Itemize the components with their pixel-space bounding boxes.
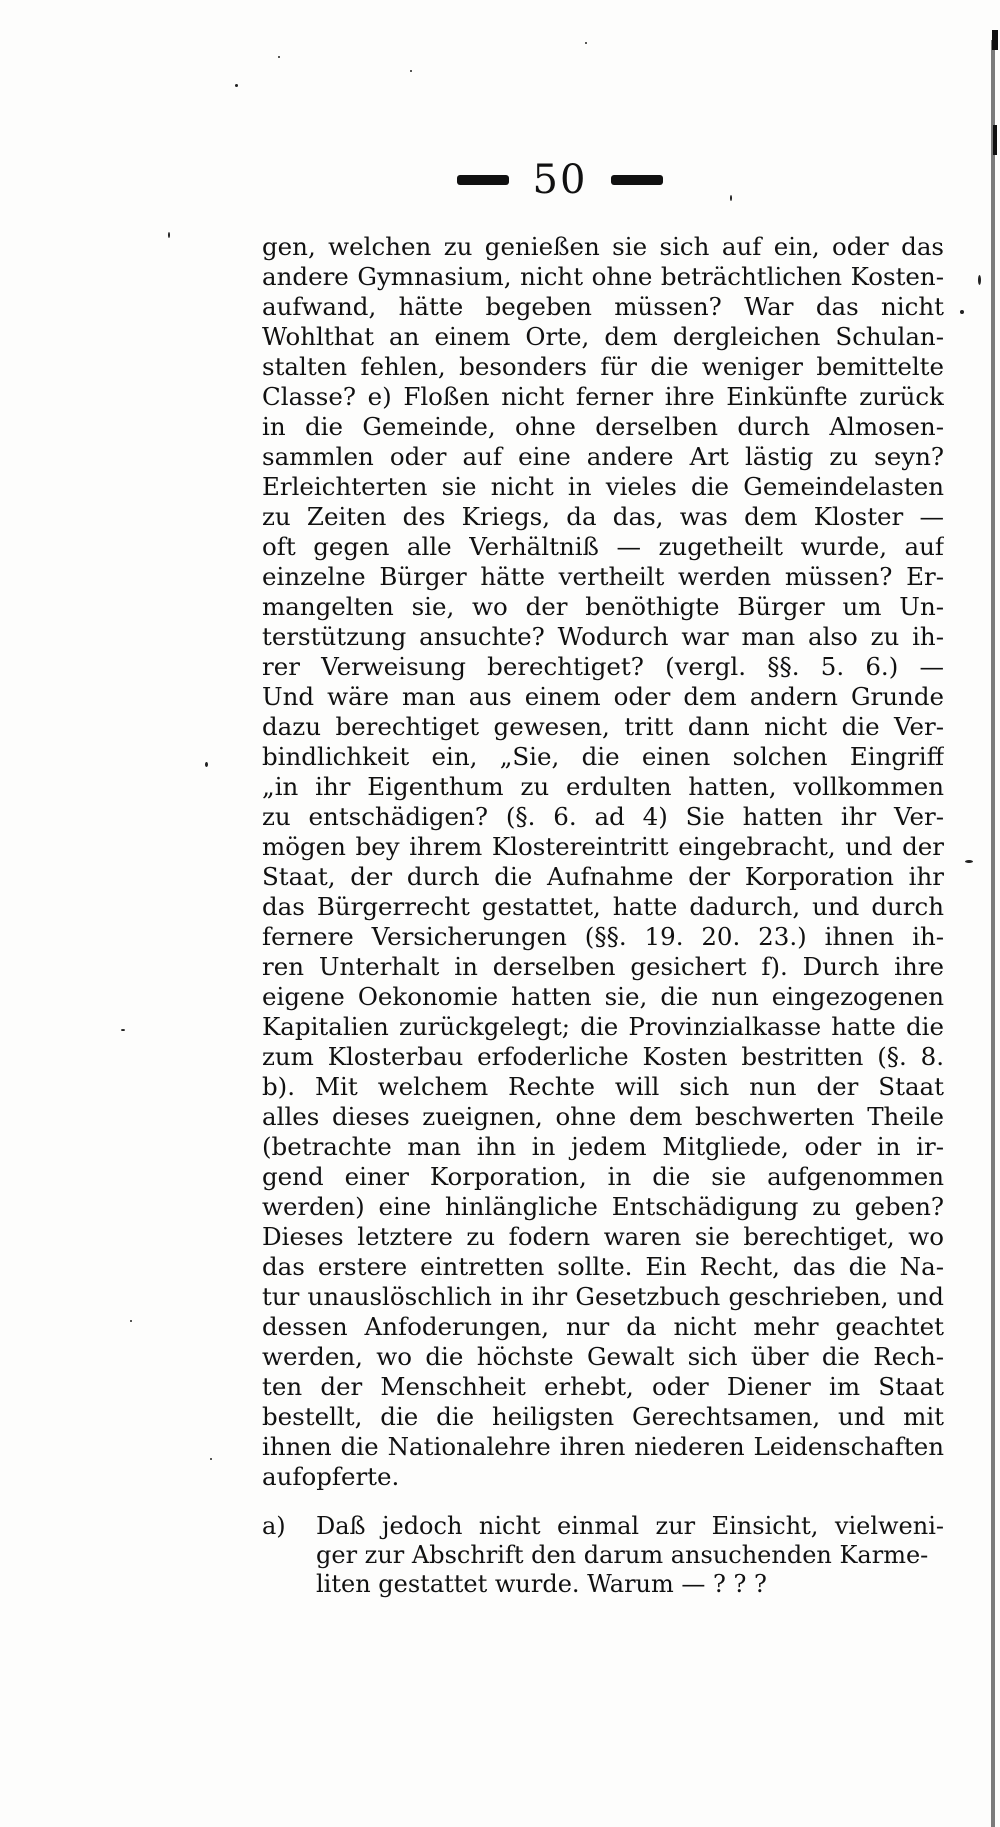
page-number: 50: [532, 157, 588, 203]
text-line: ren Unterhalt in derselben gesichert f). Durch ihre: [262, 952, 944, 981]
text-line: gen, welchen zu genießen sie sich auf ein, oder das: [262, 232, 944, 261]
text-line: andere Gymnasium, nicht ohne beträchtlichen Kosten-: [262, 262, 944, 291]
scan-speck: [168, 232, 170, 238]
text-line: gend einer Korporation, in die sie aufgenommen: [262, 1162, 944, 1191]
text-line: dessen Anfoderungen, nur da nicht mehr geachtet: [262, 1312, 944, 1341]
scan-speck: [978, 275, 981, 285]
text-line: dazu berechtiget gewesen, tritt dann nicht die Ver-: [262, 712, 944, 741]
text-line: das Bürgerrecht gestattet, hatte dadurch, und durch: [262, 892, 944, 921]
footnote-line: [262, 1512, 944, 1541]
scan-speck: [410, 70, 412, 72]
footnote-line: liten gestattet wurde. Warum — ? ? ?: [316, 1570, 767, 1598]
page-header: [440, 157, 680, 203]
page-edge-mark: [992, 30, 998, 50]
text-line: Kapitalien zurückgelegt; die Provinzialkasse hatte die: [262, 1012, 944, 1041]
scan-speck: [121, 1029, 125, 1031]
footnote-line: ger zur Abschrift den darum ansuchenden Karme-: [316, 1541, 929, 1569]
text-line: zu entschädigen? (§. 6. ad 4) Sie hatten ihr Ver-: [262, 802, 944, 831]
header-rule-right: [611, 175, 663, 185]
text-line: mögen bey ihrem Klostereintritt eingebracht, und der: [262, 832, 944, 861]
scan-speck: [960, 310, 964, 314]
text-line: tur unauslöschlich in ihr Gesetzbuch geschrieben, und: [262, 1282, 944, 1311]
text-line: sammlen oder auf eine andere Art lästig zu seyn?: [262, 442, 944, 471]
text-line: aufwand, hätte begeben müssen? War das nicht: [262, 292, 944, 321]
text-line: b). Mit welchem Rechte will sich nun der Staat: [262, 1072, 944, 1101]
scan-speck: [585, 42, 587, 44]
text-line: aufopferte.: [262, 1462, 400, 1491]
text-line: Und wäre man aus einem oder dem andern Grunde: [262, 682, 944, 711]
footnote-line-text: Daß jedoch nicht einmal zur Einsicht, vielweni-: [316, 1512, 944, 1540]
text-line: einzelne Bürger hätte vertheilt werden müssen? Er-: [262, 562, 944, 591]
scan-speck: [205, 762, 208, 767]
text-line: Classe? e) Floßen nicht ferner ihre Einkünfte zurück: [262, 382, 944, 411]
text-line: Erleichterten sie nicht in vieles die Gemeindelasten: [262, 472, 944, 501]
footnote-marker: a): [262, 1512, 286, 1540]
scan-speck: [130, 1320, 132, 1322]
text-line: oft gegen alle Verhältniß — zugetheilt wurde, auf: [262, 532, 944, 561]
text-line: (betrachte man ihn in jedem Mitgliede, oder in ir-: [262, 1132, 944, 1161]
text-line: das erstere eintretten sollte. Ein Recht, das die Na-: [262, 1252, 944, 1281]
text-line: stalten fehlen, besonders für die weniger bemittelte: [262, 352, 944, 381]
text-line: eigene Oekonomie hatten sie, die nun eingezogenen: [262, 982, 944, 1011]
scan-speck: [965, 860, 973, 863]
page-edge-shadow: [991, 40, 995, 1827]
text-line: in die Gemeinde, ohne derselben durch Almosen-: [262, 412, 944, 441]
text-line: „in ihr Eigenthum zu erdulten hatten, vollkommen: [262, 772, 944, 801]
text-line: ihnen die Nationalehre ihren niederen Leidenschaften: [262, 1432, 944, 1461]
text-line: Wohlthat an einem Orte, dem dergleichen Schulan-: [262, 322, 944, 351]
header-rule-left: [457, 175, 509, 185]
text-line: zum Klosterbau erfoderliche Kosten bestritten (§. 8.: [262, 1042, 944, 1071]
text-line: werden, wo die höchste Gewalt sich über die Rech-: [262, 1342, 944, 1371]
text-line: terstützung ansuchte? Wodurch war man also zu ih-: [262, 622, 944, 651]
text-line: Staat, der durch die Aufnahme der Korporation ihr: [262, 862, 944, 891]
text-line: werden) eine hinlängliche Entschädigung zu geben?: [262, 1192, 944, 1221]
page-edge-mark: [993, 125, 997, 155]
scan-speck: [730, 195, 732, 201]
text-line: rer Verweisung berechtiget? (vergl. §§. 5. 6.) —: [262, 652, 944, 681]
scan-speck: [235, 84, 238, 87]
body-paragraph: [262, 232, 944, 1492]
text-line: Dieses letztere zu fodern waren sie berechtiget, wo: [262, 1222, 944, 1251]
scan-speck: [278, 56, 280, 58]
footnote: [262, 1512, 944, 1599]
text-line: ten der Menschheit erhebt, oder Diener im Staat: [262, 1372, 944, 1401]
scan-speck: [210, 1458, 212, 1460]
text-line: bindlichkeit ein, „Sie, die einen solchen Eingriff: [262, 742, 944, 771]
text-line: zu Zeiten des Kriegs, da das, was dem Kloster —: [262, 502, 944, 531]
text-line: fernere Versicherungen (§§. 19. 20. 23.) ihnen ih-: [262, 922, 944, 951]
text-line: bestellt, die die heiligsten Gerechtsamen, und mit: [262, 1402, 944, 1431]
text-line: mangelten sie, wo der benöthigte Bürger um Un-: [262, 592, 944, 621]
text-line: alles dieses zueignen, ohne dem beschwerten Theile: [262, 1102, 944, 1131]
